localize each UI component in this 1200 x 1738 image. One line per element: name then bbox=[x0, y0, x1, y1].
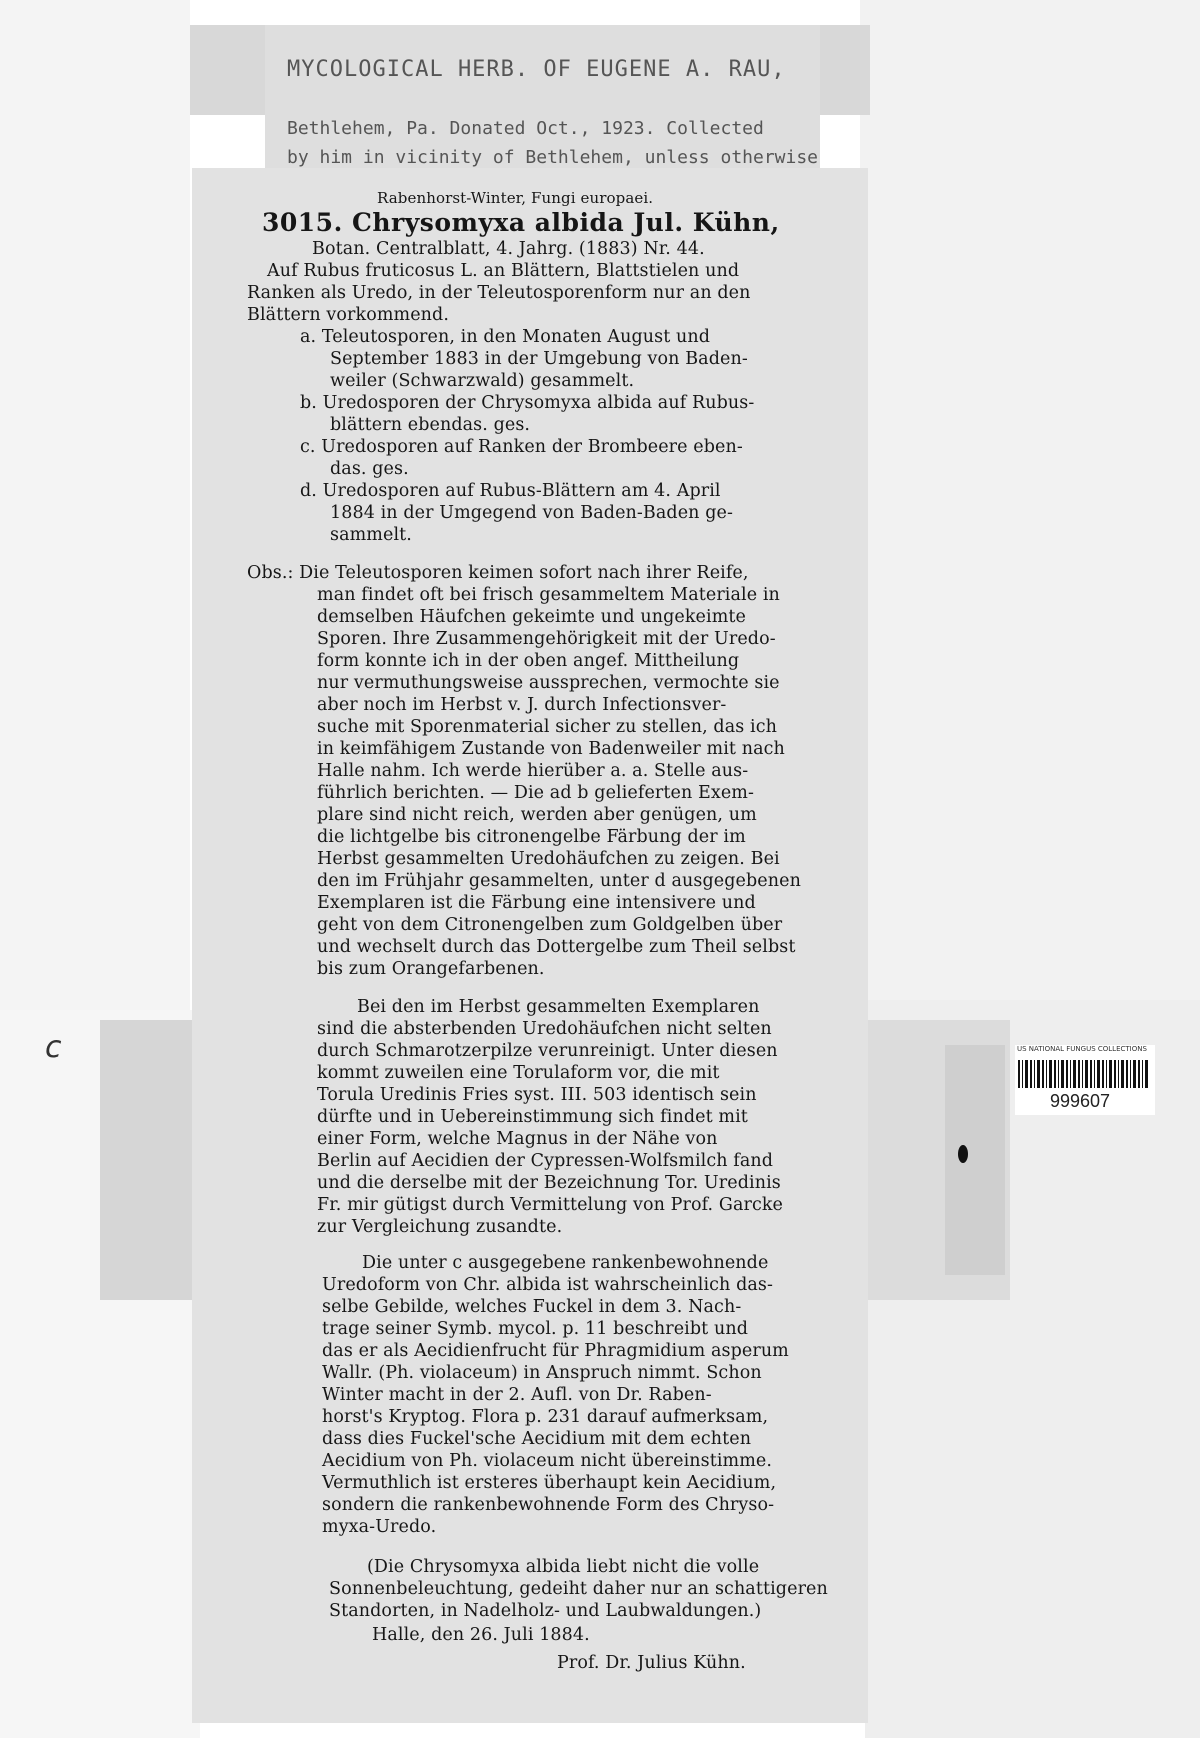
label-text-line: sammelt. bbox=[330, 525, 412, 545]
label-text-line: a. Teleutosporen, in den Monaten August und bbox=[300, 327, 711, 347]
label-text-line: einer Form, welche Magnus in der Nähe von bbox=[317, 1129, 718, 1149]
label-text-line: in keimfähigem Zustande von Badenweiler mit nach bbox=[317, 739, 785, 759]
label-text-line: Berlin auf Aecidien der Cypressen-Wolfsmilch fand bbox=[317, 1151, 774, 1171]
label-text-line: den im Frühjahr gesammelten, unter d ausgegebenen bbox=[317, 871, 801, 891]
series-name: Rabenhorst-Winter, Fungi europaei. bbox=[377, 189, 654, 207]
label-text-line: bis zum Orangefarbenen. bbox=[317, 959, 545, 979]
label-text-line: kommt zuweilen eine Torulaform vor, die mit bbox=[317, 1063, 720, 1083]
label-text-line: Sporen. Ihre Zusammengehörigkeit mit der Uredo- bbox=[317, 629, 776, 649]
label-text-line: Standorten, in Nadelholz- und Laubwaldungen.) bbox=[329, 1601, 762, 1621]
herbarium-line-1: Bethlehem, Pa. Donated Oct., 1923. Collected bbox=[287, 118, 764, 139]
label-text-line: dass dies Fuckel'sche Aecidium mit dem echten bbox=[322, 1429, 752, 1449]
label-text-line: sondern die rankenbewohnende Form des Chryso- bbox=[322, 1495, 775, 1515]
label-text-line: Herbst gesammelten Uredohäufchen zu zeigen. Bei bbox=[317, 849, 780, 869]
label-text-line: das er als Aecidienfrucht für Phragmidium asperum bbox=[322, 1341, 789, 1361]
background-sheet-left bbox=[0, 0, 190, 1010]
label-text-line: man findet oft bei frisch gesammeltem Materiale in bbox=[317, 585, 780, 605]
label-text-line: Bei den im Herbst gesammelten Exemplaren bbox=[357, 997, 760, 1017]
ink-blot bbox=[958, 1145, 968, 1163]
label-text-line: die lichtgelbe bis citronengelbe Färbung der im bbox=[317, 827, 746, 847]
label-text-line: 1884 in der Umgegend von Baden-Baden ge- bbox=[330, 503, 733, 523]
barcode-bars bbox=[1018, 1060, 1150, 1088]
species-title: 3015. Chrysomyxa albida Jul. Kühn, bbox=[262, 208, 780, 237]
label-text-line: weiler (Schwarzwald) gesammelt. bbox=[330, 371, 635, 391]
envelope-right-flap bbox=[945, 1045, 1005, 1275]
label-text-line: Auf Rubus fruticosus L. an Blättern, Blattstielen und bbox=[267, 261, 740, 281]
label-text-line: suche mit Sporenmaterial sicher zu stellen, das ich bbox=[317, 717, 777, 737]
label-text-line: Ranken als Uredo, in der Teleutosporenform nur an den bbox=[247, 283, 751, 303]
barcode-label bbox=[1015, 1045, 1155, 1115]
label-text-line: selbe Gebilde, welches Fuckel in dem 3. Nach- bbox=[322, 1297, 742, 1317]
barcode-caption: US NATIONAL FUNGUS COLLECTIONS bbox=[1017, 1045, 1147, 1053]
label-text-line: trage seiner Symb. mycol. p. 11 beschreibt und bbox=[322, 1319, 749, 1339]
label-text-line: das. ges. bbox=[330, 459, 409, 479]
label-text-line: Fr. mir gütigst durch Vermittelung von Prof. Garcke bbox=[317, 1195, 784, 1215]
label-text-line: Uredoform von Chr. albida ist wahrscheinlich das- bbox=[322, 1275, 774, 1295]
label-text-line: Die unter c ausgegebene rankenbewohnende bbox=[362, 1253, 769, 1273]
label-text-line: myxa-Uredo. bbox=[322, 1517, 437, 1537]
label-text-line: c. Uredosporen auf Ranken der Brombeere eben- bbox=[300, 437, 743, 457]
label-text-line: horst's Kryptog. Flora p. 231 darauf aufmerksam, bbox=[322, 1407, 769, 1427]
label-text-line: Torula Uredinis Fries syst. III. 503 identisch sein bbox=[317, 1085, 757, 1105]
label-text-line: d. Uredosporen auf Rubus-Blättern am 4. April bbox=[300, 481, 721, 501]
label-text-line: durch Schmarotzerpilze verunreinigt. Unter diesen bbox=[317, 1041, 778, 1061]
barcode-number: 999607 bbox=[1050, 1091, 1111, 1111]
label-text-line: Blättern vorkommend. bbox=[247, 305, 450, 325]
label-signature: Prof. Dr. Julius Kühn. bbox=[557, 1653, 746, 1673]
label-text-line: und wechselt durch das Dottergelbe zum Theil selbst bbox=[317, 937, 796, 957]
label-text-line: Vermuthlich ist ersteres überhaupt kein Aecidium, bbox=[322, 1473, 777, 1493]
label-text-line: Wallr. (Ph. violaceum) in Anspruch nimmt. Schon bbox=[322, 1363, 762, 1383]
label-text-line: demselben Häufchen gekeimte und ungekeimte bbox=[317, 607, 746, 627]
label-text-line: Sonnenbeleuchtung, gedeiht daher nur an schattigeren bbox=[329, 1579, 828, 1599]
herbarium-line-2: by him in vicinity of Bethlehem, unless otherwise bbox=[287, 147, 819, 168]
label-text-line: Obs.: Die Teleutosporen keimen sofort nach ihrer Reife, bbox=[247, 563, 749, 583]
label-text-line: führlich berichten. — Die ad b gelieferten Exem- bbox=[317, 783, 755, 803]
label-date-line: Halle, den 26. Juli 1884. bbox=[372, 1625, 590, 1645]
label-text-line: September 1883 in der Umgebung von Baden- bbox=[330, 349, 748, 369]
label-text-line: (Die Chrysomyxa albida liebt nicht die volle bbox=[367, 1557, 760, 1577]
label-text-line: zur Vergleichung zusandte. bbox=[317, 1217, 563, 1237]
herbarium-title: MYCOLOGICAL HERB. OF EUGENE A. RAU, bbox=[287, 57, 786, 82]
label-text-line: plare sind nicht reich, werden aber genügen, um bbox=[317, 805, 757, 825]
label-text-line: b. Uredosporen der Chrysomyxa albida auf Rubus- bbox=[300, 393, 755, 413]
handwritten-mark: c bbox=[45, 1030, 62, 1065]
label-text-line: geht von dem Citronengelben zum Goldgelben über bbox=[317, 915, 783, 935]
label-text-line: Halle nahm. Ich werde hierüber a. a. Stelle aus- bbox=[317, 761, 749, 781]
label-text-line: form konnte ich in der oben angef. Mittheilung bbox=[317, 651, 740, 671]
label-text-line: Winter macht in der 2. Aufl. von Dr. Raben- bbox=[322, 1385, 712, 1405]
label-text-line: blättern ebendas. ges. bbox=[330, 415, 531, 435]
label-text-line: aber noch im Herbst v. J. durch Infectionsver- bbox=[317, 695, 727, 715]
label-text-line: nur vermuthungsweise aussprechen, vermochte sie bbox=[317, 673, 780, 693]
specimen-label bbox=[192, 168, 868, 1723]
background-sheet-right bbox=[860, 0, 1200, 1000]
citation: Botan. Centralblatt, 4. Jahrg. (1883) Nr. 44. bbox=[312, 239, 705, 259]
label-text-line: Aecidium von Ph. violaceum nicht übereinstimme. bbox=[322, 1451, 773, 1471]
label-text-line: dürfte und in Uebereinstimmung sich findet mit bbox=[317, 1107, 748, 1127]
label-text-line: und die derselbe mit der Bezeichnung Tor. Uredinis bbox=[317, 1173, 781, 1193]
label-text-line: sind die absterbenden Uredohäufchen nicht selten bbox=[317, 1019, 772, 1039]
label-text-line: Exemplaren ist die Färbung eine intensivere und bbox=[317, 893, 756, 913]
